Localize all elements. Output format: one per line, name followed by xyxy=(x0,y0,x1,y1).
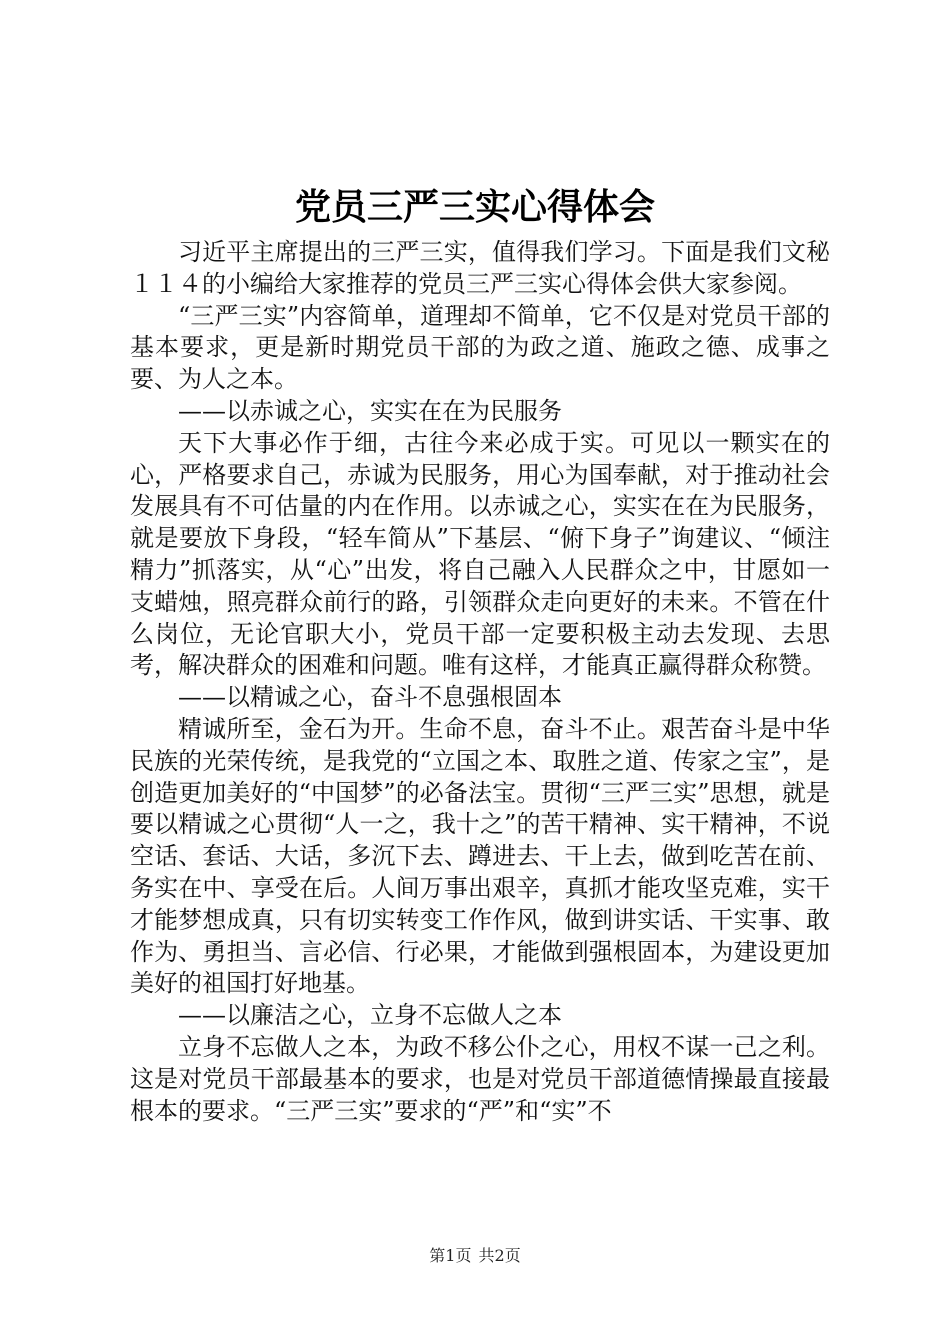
page-total: 共2页 xyxy=(478,1246,521,1265)
document-body xyxy=(130,237,830,1127)
section-heading-3: ——以廉洁之心，立身不忘做人之本 xyxy=(178,1001,562,1030)
paragraph-section-2: 精诚所至，金石为开。生命不息，奋斗不止。艰苦奋斗是中华民族的光荣传统，是我党的“立国之本、取胜之道、传家之宝”，是创造更加美好的“中国梦”的必备法宝。贯彻“三严三实”思想，就是要以精诚之心贯彻“人一之，我十之”的苦干精神、实干精神，不说空话、套话、大话，多沉下去、蹲进去、干上去，做到吃苦在前、务实在中、享受在后。人间万事出艰辛，真抓才能攻坚克难，实干才能梦想成真，只有切实转变工作作风，做到讲实话、干实事、敢作为、勇担当、言必信、行必果，才能做到强根固本，为建设更加美好的祖国打好地基。 xyxy=(130,714,830,998)
paragraph-intro: 习近平主席提出的三严三实，值得我们学习。下面是我们文秘１１４的小编给大家推荐的党员三严三实心得体会供大家参阅。 xyxy=(130,238,830,298)
paragraph-section-1: 天下大事必作于细，古往今来必成于实。可见以一颗实在的心，严格要求自己，赤诚为民服务，用心为国奉献，对于推动社会发展具有不可估量的内在作用。以赤诚之心，实实在在为民服务，就是要放下身段，“轻车简从”下基层、“俯下身子”询建议、“倾注精力”抓落实，从“心”出发，将自己融入人民群众之中，甘愿如一支蜡烛，照亮群众前行的路，引领群众走向更好的未来。不管在什么岗位，无论官职大小，党员干部一定要积极主动去发现、去思考，解决群众的困难和问题。唯有这样，才能真正赢得群众称赞。 xyxy=(130,428,830,680)
paragraph-summary: “三严三实”内容简单，道理却不简单，它不仅是对党员干部的基本要求，更是新时期党员干部的为政之道、施政之德、成事之要、为人之本。 xyxy=(130,301,830,394)
paragraph-section-3: 立身不忘做人之本，为政不移公仆之心，用权不谋一己之利。这是对党员干部最基本的要求，也是对党员干部道德情操最直接最根本的要求。“三严三实”要求的“严”和“实”不 xyxy=(130,1032,830,1125)
section-heading-2: ——以精诚之心，奋斗不息强根固本 xyxy=(178,683,562,712)
page-footer xyxy=(0,1243,950,1266)
section-heading-1: ——以赤诚之心，实实在在为民服务 xyxy=(178,396,562,425)
document-title: 党员三严三实心得体会 xyxy=(294,186,655,228)
page-number: 第1页 xyxy=(429,1246,472,1265)
